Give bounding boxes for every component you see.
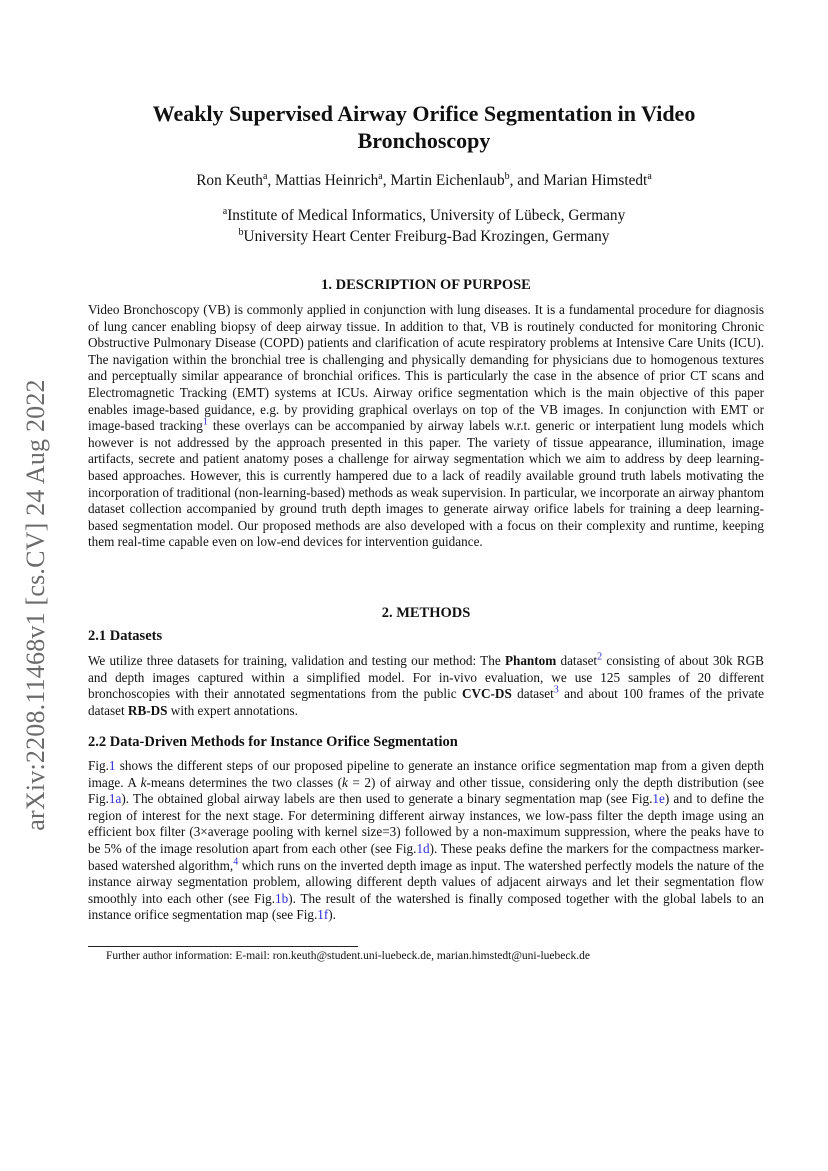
arxiv-side-stamp — [6, 355, 66, 855]
author-4-affil: a — [647, 170, 652, 182]
paper-title — [90, 100, 758, 154]
arxiv-identifier: arXiv:2208.11468v1 [cs.CV] 24 Aug 2022 — [21, 379, 50, 831]
figure-ref-1a[interactable]: 1a — [108, 791, 122, 807]
methods-paragraph — [88, 758, 764, 924]
affiliation-a-text: Institute of Medical Informatics, University of Lübeck, Germany — [227, 207, 626, 224]
datasets-paragraph — [88, 653, 764, 719]
affiliations — [90, 205, 758, 247]
citation-link-2[interactable]: 2 — [597, 651, 603, 663]
subsection-heading-datasets: 2.1 Datasets — [88, 628, 163, 644]
math-k-2: k — [342, 774, 348, 790]
author-3-affil: b — [504, 170, 510, 182]
author-4: , and Marian Himstedt — [509, 172, 648, 189]
methods-text-5: ). The obtained global airway labels are then used to generate a binary segmentation map (see Fig. — [121, 791, 653, 807]
purpose-text-2: these overlays can be accompanied by airway labels w.r.t. generic or interpatient lung models which however is not addressed by the approach presented in this paper. The variety of tissue appearance, illumination, image artifacts, secrete and patient anatomy poses a challenge for airway segmentation which we aim to address by deep learning-based approaches. However, this is currently hampered due to a lack of readily available ground truth labels motivating the incorporation of traditional (non-learning-based) methods as weak supervision. In particular, we incorporate an airway phantom dataset collection accompanied by ground truth depth images to generate airway orifice labels for training a deep learning-based segmentation model. Our proposed methods are also developed with a focus on their complexity and runtime, keeping them real-time capable even on low-end devices for intervention guidance. — [88, 418, 764, 550]
dataset-name-cvc-ds: CVC-DS — [461, 686, 512, 702]
dataset-name-phantom: Phantom — [504, 653, 557, 668]
methods-text-6: ) and to define the region of interest for the next stage. For determining different airway instances, we low-pass filter the depth image using an efficient box filter (3×average pooling with kernel size=3) followed by a non-maximum suppression, where the peaks have to be 5% of the image resolution apart from each other (see Fig. — [88, 791, 764, 856]
figure-ref-1e[interactable]: 1e — [652, 791, 665, 807]
subsection-heading-methods: 2.2 Data-Driven Methods for Instance Orifice Segmentation — [88, 734, 458, 750]
citation-link-3[interactable]: 3 — [553, 684, 559, 696]
affiliation-a-mark: a — [222, 205, 228, 217]
author-1-affil: a — [262, 170, 268, 182]
author-2-affil: a — [378, 170, 383, 182]
section-heading-purpose: 1. DESCRIPTION OF PURPOSE — [321, 277, 531, 293]
figure-ref-1d[interactable]: 1d — [416, 840, 430, 856]
footnote-author-info: Further author information: E-mail: ron.keuth@student.uni-luebeck.de, marian.himstedt@uni-luebeck.de — [106, 950, 590, 962]
affiliation-a — [90, 205, 758, 226]
affiliation-b — [90, 226, 758, 247]
datasets-text-2: dataset — [556, 653, 598, 668]
author-3: , Martin Eichenlaub — [382, 172, 505, 189]
figure-ref-1f[interactable]: 1f — [317, 907, 329, 923]
datasets-text-5: and about 100 frames of the private dataset — [88, 686, 764, 718]
author-1: Ron Keuth — [196, 172, 263, 189]
citation-link-4[interactable]: 4 — [233, 856, 239, 868]
datasets-text-6: with expert annotations. — [167, 702, 298, 718]
methods-text-10: ). — [328, 907, 336, 923]
title-line-2: Bronchoscopy — [357, 128, 491, 153]
datasets-text-4: dataset — [511, 686, 554, 702]
title-line-1: Weakly Supervised Airway Orifice Segmentation in Video — [152, 101, 696, 126]
purpose-paragraph — [88, 302, 764, 551]
figure-ref-1[interactable]: 1 — [108, 758, 116, 773]
methods-text-7: ). These peaks define the markers for the compactness marker-based watershed algorithm, — [88, 840, 764, 873]
methods-text-1: Fig. — [88, 758, 109, 773]
methods-text-3: -means determines the two classes ( — [146, 774, 343, 790]
affiliation-b-mark: b — [238, 226, 244, 238]
author-list — [90, 172, 758, 190]
datasets-text-1: We utilize three datasets for training, validation and testing our method: The — [88, 653, 505, 668]
affiliation-b-text: University Heart Center Freiburg-Bad Krozingen, Germany — [243, 228, 610, 245]
citation-link-1[interactable]: 1 — [202, 416, 208, 428]
methods-text-9: ). The result of the watershed is finally composed together with the global labels to an instance orifice segmentation map (see Fig. — [88, 890, 764, 923]
methods-text-2: shows the different steps of our proposed pipeline to generate an instance orifice segmentation map from a given depth image. A — [88, 758, 764, 790]
methods-text-8: which runs on the inverted depth image as input. The watershed perfectly models the nature of the instance airway segmentation problem, allowing different depth values of adjacent airways and let their segmentation flow smoothly into each other (see Fig. — [88, 857, 764, 906]
footnote-rule — [88, 946, 358, 947]
figure-ref-1b[interactable]: 1b — [275, 890, 289, 906]
section-heading-methods: 2. METHODS — [381, 605, 471, 621]
purpose-text-1: Video Bronchoscopy (VB) is commonly applied in conjunction with lung diseases. It is a fundamental procedure for diagnosis of lung cancer enabling biopsy of deep airway tissue. In addition to that, VB is routinely conducted for monitoring Chronic Obstructive Pulmonary Disease (COPD) patients and clarification of acute respiratory problems at Intensive Care Units (ICU). The navigation within the bronchial tree is challenging and physically demanding for physicians due to homogenous textures and perceptually similar appearance of bronchial orifices. This is particularly the case in the absence of prior CT scans and Electromagnetic Tracking (EMT) systems at ICUs. Airway orifice segmentation which is the main objective of this paper enables image-based guidance, e.g. by providing graphical overlays on top of the VB images. In conjunction with EMT or image-based tracking — [88, 302, 764, 434]
datasets-text-3: consisting of about 30k RGB and depth images captured within a simplified model. For in-vivo evaluation, we use 125 samples of 20 different bronchoscopies with their annotated segmentations from the public — [88, 653, 764, 702]
dataset-name-rb-ds: RB-DS — [127, 702, 168, 718]
methods-text-4: = 2) of airway and other tissue, considering only the depth distribution (see Fig. — [88, 774, 765, 807]
author-2: , Mattias Heinrich — [267, 172, 379, 189]
math-k: k — [140, 774, 147, 790]
